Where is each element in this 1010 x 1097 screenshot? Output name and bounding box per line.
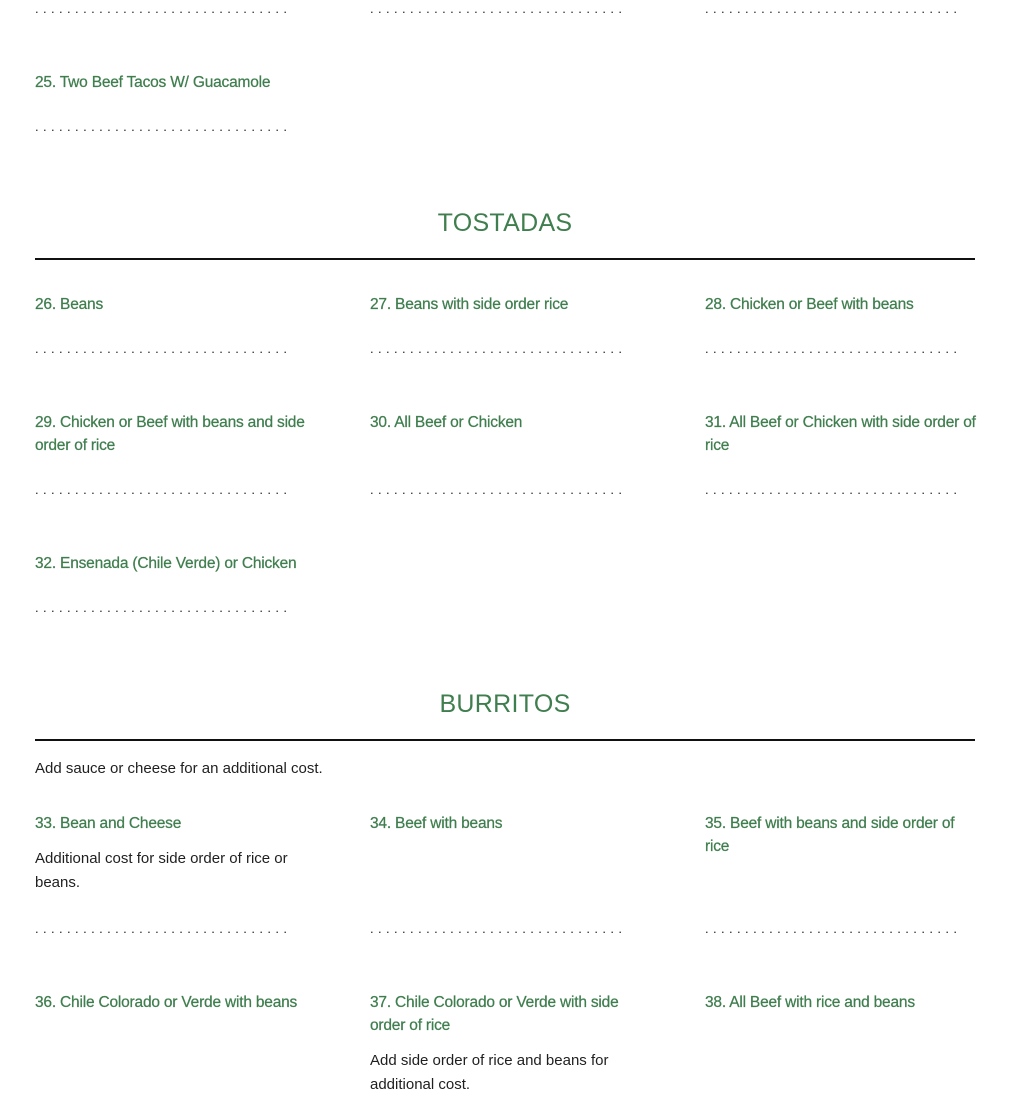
- price-leader: ................................: [370, 485, 627, 495]
- menu-item-description: Add side order of rice and beans for additional cost.: [370, 1052, 609, 1093]
- section-divider: [35, 739, 975, 741]
- menu-item: [370, 812, 642, 835]
- menu-item: [705, 293, 977, 316]
- menu-item: [35, 991, 307, 1014]
- menu-item-name: 29. Chicken or Beef with beans and side order of rice: [35, 414, 305, 454]
- price-leader: ................................: [35, 485, 292, 495]
- section-divider: [35, 258, 975, 260]
- section-title-tostadas: TOSTADAS: [437, 209, 573, 237]
- menu-item-name: 25. Two Beef Tacos W/ Guacamole: [35, 74, 271, 91]
- menu-item-name: 38. All Beef with rice and beans: [705, 994, 915, 1011]
- menu-item-name: 31. All Beef or Chicken with side order of rice: [705, 414, 976, 454]
- menu-item: [370, 411, 642, 434]
- menu-item: [705, 812, 977, 858]
- menu-item: [370, 293, 642, 316]
- menu-item-name: 30. All Beef or Chicken: [370, 414, 523, 431]
- menu-item-name: 34. Beef with beans: [370, 815, 503, 832]
- price-leader: ................................: [370, 344, 627, 354]
- menu-item-name: 35. Beef with beans and side order of rice: [705, 815, 955, 855]
- menu-item: [35, 71, 307, 94]
- menu-item: [705, 411, 977, 457]
- menu-item: [35, 293, 307, 316]
- menu-item: [705, 991, 977, 1014]
- menu-item-description: Additional cost for side order of rice or beans.: [35, 850, 288, 891]
- price-leader: ................................: [705, 924, 962, 934]
- section-note: Add sauce or cheese for an additional cost.: [35, 760, 323, 777]
- price-leader: ................................: [370, 4, 627, 14]
- menu-item: [35, 812, 307, 895]
- menu-item-name: 27. Beans with side order rice: [370, 296, 569, 313]
- menu-item-name: 33. Bean and Cheese: [35, 815, 182, 832]
- price-leader: ................................: [35, 924, 292, 934]
- menu-item-name: 28. Chicken or Beef with beans: [705, 296, 914, 313]
- menu-item-name: 36. Chile Colorado or Verde with beans: [35, 994, 298, 1011]
- price-leader: ................................: [35, 603, 292, 613]
- price-leader: ................................: [705, 485, 962, 495]
- menu-item: [370, 991, 642, 1097]
- price-leader: ................................: [35, 122, 292, 132]
- menu-item-name: 26. Beans: [35, 296, 104, 313]
- menu-item-name: 37. Chile Colorado or Verde with side order of rice: [370, 994, 619, 1034]
- section-title-burritos: BURRITOS: [439, 690, 571, 718]
- price-leader: ................................: [370, 924, 627, 934]
- menu-item: [35, 411, 307, 457]
- price-leader: ................................: [705, 344, 962, 354]
- price-leader: ................................: [705, 4, 962, 14]
- price-leader: ................................: [35, 344, 292, 354]
- price-leader: ................................: [35, 4, 292, 14]
- menu-item-name: 32. Ensenada (Chile Verde) or Chicken: [35, 555, 297, 572]
- menu-item: [35, 552, 307, 575]
